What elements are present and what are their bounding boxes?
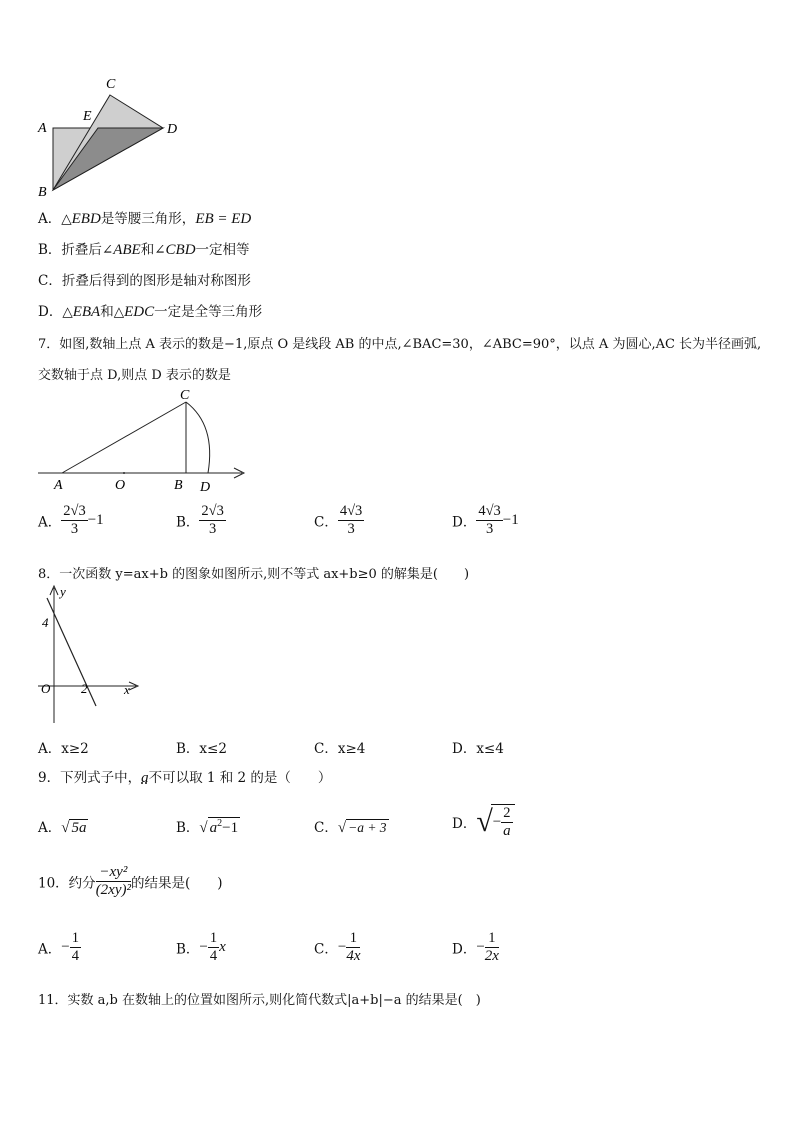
q8-stem: 8．一次函数 y=ax+b 的图象如图所示,则不等式 ax+b≥0 的解集是( ) [38,567,470,582]
q6-option-b: B．折叠后∠ABE和∠CBD一定相等 [38,242,250,258]
q8-option-d: D．x≤4 [452,741,504,757]
q7-option-a: A． $\frac{2√3}{3}$ −1 [38,503,104,537]
label-e: E [83,109,92,124]
q7-option-b: B． $\frac{2√3}{3}$ [176,503,224,537]
q8-option-a: A．x≥2 [38,741,89,757]
q7-option-c: C． $\frac{4√3}{3}$ [314,503,363,537]
label-a: A [54,478,63,493]
q7-stem-line2: 交数轴于点 D,则点 D 表示的数是 [38,368,231,383]
label-b: B [174,478,183,493]
q10-option-b: B．− $\frac{1}{4}$ x [176,930,226,964]
q10-option-a: A．− $\frac{1}{4}$ [38,930,79,964]
label-o: O [115,478,126,493]
q11-stem: 11．实数 a,b 在数轴上的位置如图所示,则化简代数式|a+b|−a 的结果是( ) [38,993,481,1008]
q9-stem: 9．下列式子中，a不可以取 1 和 2 的是（ ） [38,770,332,786]
q10-option-c: C．− $\frac{1}{4x}$ [314,930,361,964]
label-o: O [41,681,51,696]
q9-option-c: C．√ −a + 3 [314,820,387,836]
segment-ac [62,402,186,473]
q9-option-b: B．√ $a^2-1$ [176,818,239,836]
q10-option-d: D．− $\frac{1}{2x}$ [452,930,499,964]
origin-dot [123,472,125,474]
label-a: A [38,121,47,136]
label-c: C [106,77,116,92]
label-b: B [38,185,47,200]
label-x: x [124,682,130,697]
label-2: 2 [81,681,88,696]
q10-stem: 10．约分 $\frac{\text{−xy²}}{\text{(2xy)²}}$ 的结果是( ) [38,864,223,898]
fold-figure [30,72,200,200]
label-d: D [200,480,211,495]
q8-option-b: B．x≤2 [176,741,227,757]
label-4: 4 [42,615,49,630]
arc-cd [186,402,210,473]
q7-option-d: D． $\frac{4√3}{3}$ −1 [452,503,519,537]
q6-option-a: A．△EBD是等腰三角形，EB = ED [38,211,252,227]
q6-option-c: C．折叠后得到的图形是轴对称图形 [38,273,251,289]
q7-figure [30,385,260,495]
q9-option-d: D．√− $\frac{2}{a}$ [452,804,515,840]
q8-option-c: C．x≥4 [314,741,366,757]
label-y: y [60,584,66,599]
q8-figure [30,582,145,727]
q6-option-d: D．△EBA和△EDC一定是全等三角形 [38,304,263,320]
q9-option-a: A．√ 5a [38,820,87,836]
q7-stem-line1: 7．如图,数轴上点 A 表示的数是−1,原点 O 是线段 AB 的中点,∠BAC=30，∠ABC=90°，以点 A 为圆心,AC 长为半径画弧, [38,337,762,352]
label-c: C [180,388,190,403]
label-d: D [167,122,178,137]
